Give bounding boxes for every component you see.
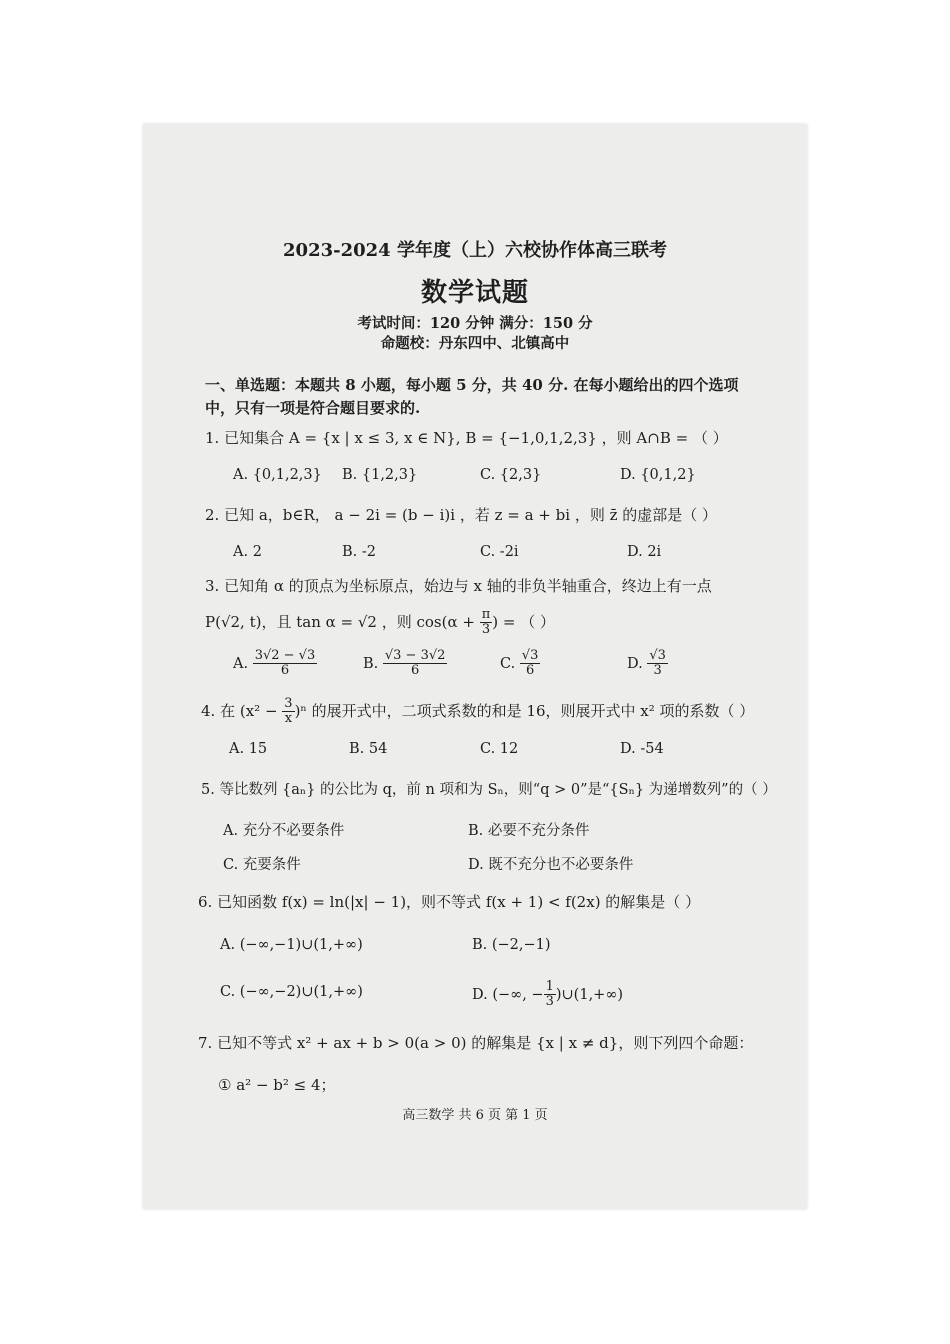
question-3-option-a: A. $\frac{3√2 - √3}{6}$: [233, 648, 316, 679]
exam-time-info: 考试时间：120 分钟 满分：150 分: [357, 315, 593, 332]
question-3-option-c: C. $\frac{√3}{6}$: [500, 648, 539, 679]
question-2-option-b: B. -2: [342, 544, 376, 560]
question-1-option-c: C. {2,3}: [480, 467, 542, 483]
question-1-option-b: B. {1,2,3}: [342, 467, 418, 483]
question-7-item-1: ① a² − b² ≤ 4；: [218, 1076, 336, 1094]
question-3-stem-line1: 3. 已知角 α 的顶点为坐标原点，始边与 x 轴的非负半轴重合，终边上有一点: [205, 577, 712, 595]
question-4-option-d: D. -54: [620, 741, 664, 757]
question-3-stem-post: ) = （ ）: [492, 612, 555, 631]
pi-over-3-fraction: $\frac{\pi}{3}$: [481, 607, 491, 638]
question-1-option-a: A. {0,1,2,3}: [233, 467, 322, 483]
question-6-option-a: A. (−∞,−1)∪(1,+∞): [220, 937, 363, 953]
exam-title: 2023-2024 学年度（上）六校协作体高三联考: [283, 240, 667, 261]
question-5-option-a: A. 充分不必要条件: [223, 823, 345, 839]
question-3-stem-pre: P(√2, t)，且 tan α = √2 ，则 cos(α +: [205, 612, 480, 631]
section-heading-line2: 中，只有一项是符合题目要求的.: [205, 399, 421, 417]
question-2-option-c: C. -2i: [480, 544, 519, 560]
question-6-option-d: D. (−∞, − $\frac{1}{3}$ )∪(1,+∞): [472, 979, 624, 1010]
question-1-stem: 1. 已知集合 A = {x | x ≤ 3, x ∈ N}, B = {−1,0,1,2,3} ，则 A∩B = （ ）: [205, 429, 728, 447]
page-footer: 高三数学 共 6 页 第 1 页: [402, 1108, 548, 1123]
question-7-stem: 7. 已知不等式 x² + ax + b > 0(a > 0) 的解集是 {x | x ≠ d}，则下列四个命题：: [198, 1034, 754, 1052]
question-5-stem: 5. 等比数列 {aₙ} 的公比为 q，前 n 项和为 Sₙ，则“q > 0”是“{Sₙ} 为递增数列”的（ ）: [201, 782, 777, 798]
question-3-option-d: D. $\frac{√3}{3}$: [627, 648, 666, 679]
question-6-stem: 6. 已知函数 f(x) = ln(|x| − 1)，则不等式 f(x + 1) < f(2x) 的解集是（ ）: [198, 893, 701, 911]
exam-school: 命题校：丹东四中、北镇高中: [380, 335, 570, 352]
exam-sheet: [143, 124, 807, 1209]
question-4-option-b: B. 54: [349, 741, 388, 757]
subject-title: 数学试题: [420, 278, 529, 308]
question-3-option-b: B. $\frac{√3 - 3√2}{6}$: [363, 648, 446, 679]
question-4-stem: 4. 在 (x² − $\frac{3}{x}$ )ⁿ 的展开式中，二项式系数的和是 16，则展开式中 x² 项的系数（ ）: [201, 696, 755, 727]
question-5-option-b: B. 必要不充分条件: [468, 823, 590, 839]
question-5-option-c: C. 充要条件: [223, 857, 301, 873]
question-6-option-b: B. (−2,−1): [472, 937, 551, 953]
question-3-stem-line2: [205, 608, 555, 638]
question-5-option-d: D. 既不充分也不必要条件: [468, 857, 634, 873]
question-4-option-a: A. 15: [229, 741, 268, 757]
question-2-stem: 2. 已知 a，b∈R， a − 2i = (b − i)i ，若 z = a + bi ，则 z̄ 的虚部是（ ）: [205, 506, 718, 524]
question-2-option-a: A. 2: [233, 544, 262, 560]
question-4-option-c: C. 12: [480, 741, 519, 757]
question-6-option-c: C. (−∞,−2)∪(1,+∞): [220, 984, 363, 1000]
question-1-option-d: D. {0,1,2}: [620, 467, 696, 483]
question-2-option-d: D. 2i: [627, 544, 662, 560]
section-heading-line1: 一、单选题：本题共 8 小题，每小题 5 分，共 40 分. 在每小题给出的四个选项: [205, 376, 739, 394]
